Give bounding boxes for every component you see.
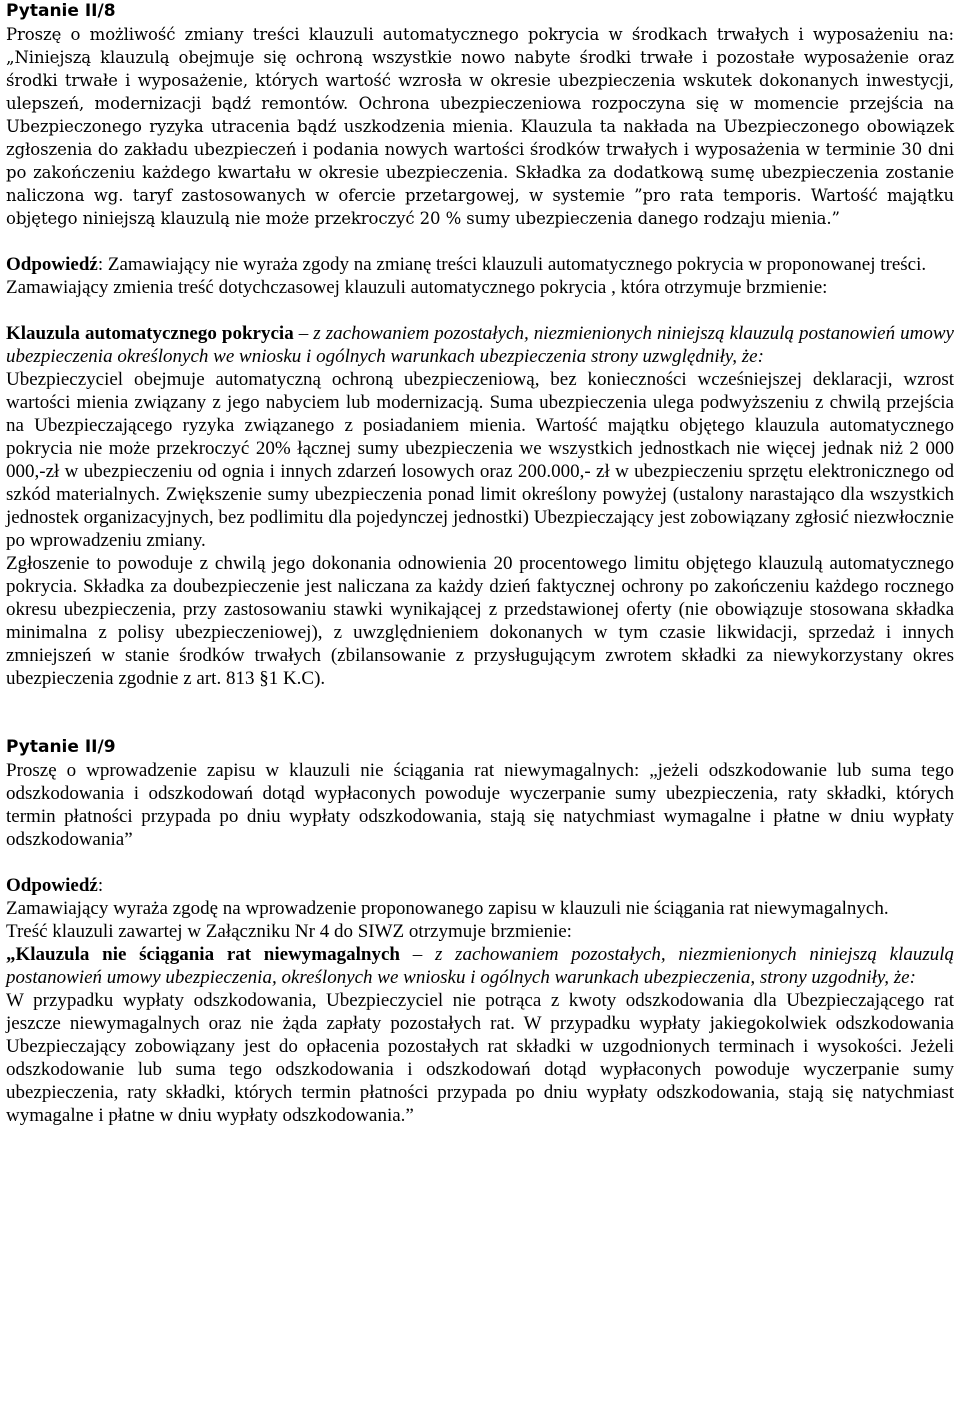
clause-body: Zgłoszenie to powoduje z chwilą jego dokonania odnowienia 20 procentowego limitu objętego klauzulą automatycznego pokrycia. Składka za doubezpieczenie jest naliczana za każdy dzień faktycznej ochrony po zakończeniu każdego rocznego okresu ubezpieczenia, przy zastosowaniu stawki wynikającej z przedstawionej oferty (nie obowiązuje stosowana składka minimalna z polisy ubezpieczeniowej), z uwzględnieniem dokonanych w tym czasie likwidacji, sprzedaż i innych zmniejszeń w stanie środków trwałych (zbilansowanie z przysługującym zwrotem składki za niewykorzystany okres ubezpieczenia zgodnie z art. 813 §1 K.C). [6, 553, 954, 689]
answer-heading [6, 874, 954, 897]
change-intro: Zamawiający zmienia treść dotychczasowej klauzuli automatycznego pokrycia , która otrzymuje brzmienie: [6, 277, 828, 298]
answer-paragraph [6, 253, 954, 276]
question-text-part: taryf zastosowanych w ofercie przetargowej, w systemie ”pro rata temporis. [132, 186, 802, 205]
question-section-ii-8 [6, 0, 954, 690]
answer-label: Odpowiedź [6, 875, 98, 896]
clause-heading-paragraph [6, 943, 954, 989]
question-section-ii-9 [6, 736, 954, 1127]
question-heading: Pytanie II/9 [6, 737, 116, 757]
answer-text: Zamawiający wyraża zgodę na wprowadzenie proponowanego zapisu w klauzuli nie ściągania rat niewymagalnych. [6, 898, 889, 919]
spacer [6, 851, 954, 874]
content-intro: Treść klauzuli zawartej w Załączniku Nr 4 do SIWZ otrzymuje brzmienie: [6, 921, 572, 942]
question-heading: Pytanie II/8 [6, 1, 116, 21]
clause-intro: – z zachowaniem pozostałych, niezmienionych niniejszą klauzulą postanowień umowy ubezpieczenia, określonych we wniosku i ogólnych warunkach ubezpieczenia, strony uzgodniły, że: [6, 944, 954, 988]
question-text-part: Ochrona ubezpieczeniowa rozpoczyna się w momencie przejścia na Ubezpieczonego ryzyka utracenia bądź uszkodzenia mienia. [6, 94, 955, 136]
clause-heading-paragraph [6, 322, 954, 368]
section-spacer [6, 690, 954, 736]
spacer [6, 299, 954, 322]
question-text [6, 23, 954, 230]
clause-title: Klauzula automatycznego pokrycia [6, 323, 294, 344]
answer-colon: : [97, 875, 104, 896]
clause-title: „Klauzula nie ściągania rat niewymagalnych [6, 944, 400, 965]
question-text-part: Wartość majątku objętego niniejszą klauzulą nie może przekroczyć 20 % sumy ubezpieczenia danego rodzaju mienia.” [6, 186, 954, 228]
clause-body: W przypadku wypłaty odszkodowania, Ubezpieczyciel nie potrąca z kwoty odszkodowania dla Ubezpieczającego rat jeszcze niewymagalnych oraz nie żąda zapłaty pozostałych rat. W przypadku wypłaty jakiegokolwiek odszkodowania Ubezpieczający zobowiązany jest do opłacenia pozostałych rat składki w uzgodnionych terminach i wysokości. Jeżeli odszkodowanie lub suma tego odszkodowania i odszkodowań dotąd wypłaconych powoduje wyczerpanie sumy ubezpieczenia, raty składki, których termin płatności przypada po dniu wypłaty odszkodowania, stają się natychmiast wymagalne i płatne w dniu wypłaty odszkodowania.” [6, 990, 954, 1126]
answer-label: Odpowiedź [6, 254, 98, 275]
question-text-part: Składka za dodatkową sumę ubezpieczenia zostanie naliczona wg. [6, 163, 955, 205]
answer-text: Zamawiający nie wyraża zgody na zmianę treści klauzuli automatycznego pokrycia w proponowanej treści. [107, 254, 927, 275]
spacer [6, 230, 954, 253]
question-text: Proszę o wprowadzenie zapisu w klauzuli nie ściągania rat niewymagalnych: „jeżeli odszkodowanie lub suma tego odszkodowania i odszkodowań dotąd wypłaconych powoduje wyczerpanie sumy ubezpieczenia, raty składki, których termin płatności przypada po dniu wypłaty odszkodowania, stają się natychmiast wymagalne i płatne w dniu wypłaty odszkodowania” [6, 760, 954, 850]
question-text-part: Proszę o możliwość zmiany treści klauzuli automatycznego pokrycia w środkach trwałych i wyposażeniu na: „Niniejszą klauzulą obejmuje się ochroną wszystkie nowo nabyte środki trwałe i pozostałe wyposażenie oraz środki trwałe i wyposażenie, których wartość wzrosła w okresie ubezpieczenia wskutek dokonanych inwestycji, ulepszeń, modernizacji bądź remontów. [6, 25, 954, 113]
clause-intro: – z zachowaniem pozostałych, niezmienionych niniejszą klauzulą postanowień umowy ubezpieczenia określonych we wniosku i ogólnych warunkach ubezpieczenia strony uzwględniły, że: [6, 323, 954, 367]
question-text-part: Klauzula ta nakłada na Ubezpieczonego obowiązek zgłoszenia do zakładu ubezpieczeń i podania nowych wartości środków trwałych i wyposażenia w terminie 30 dni po zakończeniu każdego kwartału w okresie ubezpieczenia. [6, 117, 954, 182]
answer-colon: : [97, 254, 104, 275]
clause-body: Ubezpieczyciel obejmuje automatyczną ochroną ubezpieczeniową, bez konieczności wcześniejszej deklaracji, wzrost wartości mienia związany z jego nabyciem lub modernizacją. Suma ubezpieczenia ulega podwyższeniu z chwilą przejścia na Ubezpieczającego ryzyka związanego z posiadaniem mienia. Wartość majątku objętego klauzula automatycznego pokrycia nie może przekroczyć 20% łącznej sumy ubezpieczenia we wszystkich jednostkach nie więcej jednak niż 2 000 000,-zł w ubezpieczeniu od ognia i innych zdarzeń losowych oraz 200.000,- zł w ubezpieczeniu sprzętu elektronicznego od szkód materialnych. Zwiększenie sumy ubezpieczenia ponad limit określony powyżej (ustalony narastająco dla wszystkich jednostek organizacyjnych, bez podlimitu dla pojedynczej jednostki) Ubezpieczający jest zobowiązany zgłosić niezwłocznie po wprowadzeniu zmiany. [6, 369, 954, 551]
